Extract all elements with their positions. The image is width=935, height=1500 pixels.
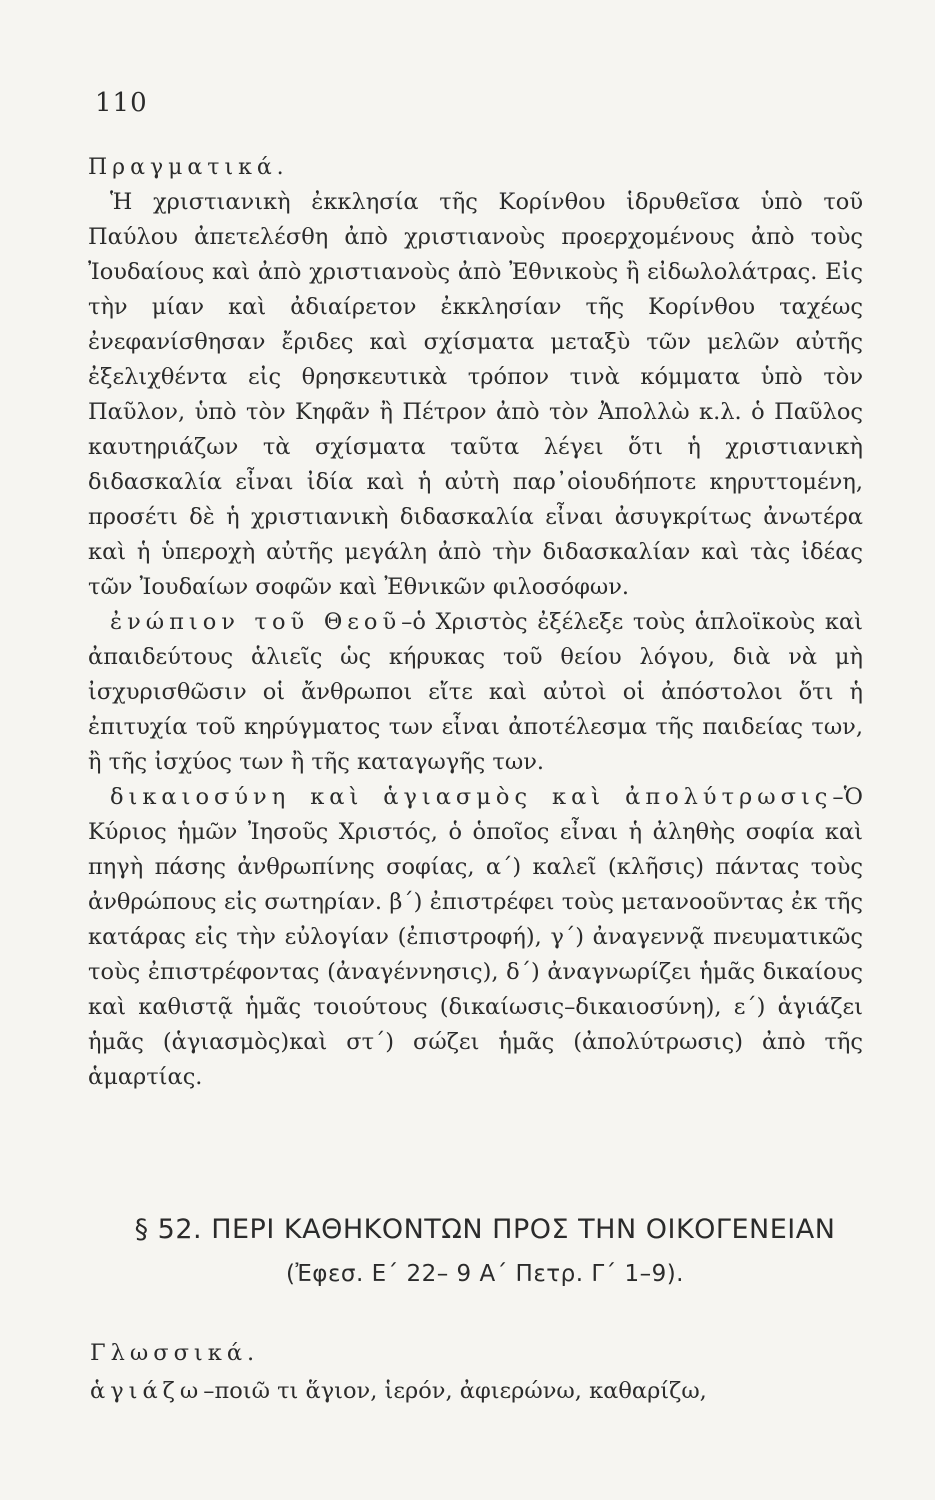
section-reference: (Ἐφεσ. Ε´ 22– 9 Α´ Πετρ. Γ´ 1–9). (285, 1261, 684, 1287)
paragraph-before-god-text: ὁ Χριστὸς ἐξέλεξε τοὺς ἁπλοϊκοὺς καὶ ἀπαιδεύτους ἁλιεῖς ὡς κήρυκας τοῦ θείου λόγου, διὰ νὰ μὴ ἰσχυρισθῶσιν οἱ ἄνθρωποι εἴτε καὶ αὐτοὶ οἱ ἀπόστολοι ὅτι ἡ ἐπιτυχία τοῦ κηρύγματος των εἶναι ἀποτέλεσμα τῆς παιδείας των, ἢ τῆς ἰσχύος των ἢ τῆς καταγωγῆς των. (88, 609, 863, 775)
pragmatika-heading: Πραγματικά. (88, 155, 289, 180)
term-before-god: ἐνώπιον τοῦ Θεοῦ (110, 609, 402, 635)
main-text (88, 150, 863, 1095)
gloss-definition: ποιῶ τι ἅγιον, ἱερόν, ἀφιερώνω, καθαρίζω, (214, 1378, 707, 1404)
gloss-term: ἁγιάζω (90, 1378, 204, 1404)
page-number: 110 (95, 88, 148, 118)
gloss-entry: ἁγιάζω–ποιῶ τι ἅγιον, ἱερόν, ἀφιερώνω, καθαρίζω, (90, 1378, 707, 1404)
paragraph-corinth: Ἡ χριστιανικὴ ἐκκλησία τῆς Κορίνθου ἱδρυθεῖσα ὑπὸ τοῦ Παύλου ἀπετελέσθη ἀπὸ χριστιανοὺς προερχομένους ἀπὸ τοὺς Ἰουδαίους καὶ ἀπὸ χριστιανοὺς ἀπὸ Ἐθνικοὺς ἢ εἰδωλολάτρας. Εἰς τὴν μίαν καὶ ἀδιαίρετον ἐκκλησίαν τῆς Κορίνθου ταχέως ἐνεφανίσθησαν ἔριδες καὶ σχίσματα μεταξὺ τῶν μελῶν αὐτῆς ἐξελιχθέντα εἰς θρησκευτικὰ τρόπον τινὰ κόμματα ὑπὸ τὸν Παῦλον, ὑπὸ τὸν Κηφᾶν ἢ Πέτρον ἀπὸ τὸν Ἀπολλὼ κ.λ. ὁ Παῦλος καυτηριάζων τὰ σχίσματα ταῦτα λέγει ὅτι ἡ χριστιανικὴ διδασκαλία εἶναι ἰδία καὶ ἡ αὐτὴ παρ᾽οἱουδήποτε κηρυττομένη, προσέτι δὲ ἡ χριστιανικὴ διδασκαλία εἶναι ἀσυγκρίτως ἀνωτέρα καὶ ἡ ὑπεροχὴ αὐτῆς μεγάλη ἀπὸ τὴν διδασκαλίαν καὶ τὰς ἰδέας τῶν Ἰουδαίων σοφῶν καὶ Ἐθνικῶν φιλοσόφων. (88, 189, 863, 600)
term-righteousness: δικαιοσύνη καὶ ἁγιασμὸς καὶ ἀπολύτρωσις (110, 784, 833, 810)
section-heading (90, 1208, 880, 1296)
paragraph-righteousness: δικαιοσύνη καὶ ἁγιασμὸς καὶ ἀπολύτρωσις–Ὁ Κύριος ἡμῶν Ἰησοῦς Χριστός, ὁ ὁποῖος εἶναι ἡ ἀληθὴς σοφία καὶ πηγὴ πάσης ἀνθρωπίνης σοφίας, α´) καλεῖ (κλῆσις) πάντας τοὺς ἀνθρώπους εἰς σωτηρίαν. β´) ἐπιστρέφει τοὺς μετανοοῦντας ἐκ τῆς κατάρας εἰς τὴν εὐλογίαν (ἐπιστροφή), γ´) ἀναγεννᾷ πνευματικῶς τοὺς ἐπιστρέφοντας (ἀναγέννησις), δ´) ἀναγνωρίζει ἡμᾶς δικαίους καὶ καθιστᾷ ἡμᾶς τοιούτους (δικαίωσις–δικαιοσύνη), ε´) ἁγιάζει ἡμᾶς (ἁγιασμὸς)καὶ στ´) σώζει ἡμᾶς (ἀπολύτρωσις) ἀπὸ τῆς ἁμαρτίας. (88, 784, 863, 1090)
paragraph-before-god: ἐνώπιον τοῦ Θεοῦ–ὁ Χριστὸς ἐξέλεξε τοὺς ἁπλοϊκοὺς καὶ ἀπαιδεύτους ἁλιεῖς ὡς κήρυκας τοῦ θείου λόγου, διὰ νὰ μὴ ἰσχυρισθῶσιν οἱ ἄνθρωποι εἴτε καὶ αὐτοὶ οἱ ἀπόστολοι ὅτι ἡ ἐπιτυχία τοῦ κηρύγματος των εἶναι ἀποτέλεσμα τῆς παιδείας των, ἢ τῆς ἰσχύος των ἢ τῆς καταγωγῆς των. (88, 609, 863, 775)
section-title: § 52. ΠΕΡΙ ΚΑΘΗΚΟΝΤΩΝ ΠΡΟΣ ΤΗΝ ΟΙΚΟΓΕΝΕΙΑΝ (134, 1214, 836, 1245)
paragraph-righteousness-text: Ὁ Κύριος ἡμῶν Ἰησοῦς Χριστός, ὁ ὁποῖος εἶναι ἡ ἀληθὴς σοφία καὶ πηγὴ πάσης ἀνθρωπίνης σοφίας, α´) καλεῖ (κλῆσις) πάντας τοὺς ἀνθρώπους εἰς σωτηρίαν. β´) ἐπιστρέφει τοὺς μετανοοῦντας ἐκ τῆς κατάρας εἰς τὴν εὐλογίαν (ἐπιστροφή), γ´) ἀναγεννᾷ πνευματικῶς τοὺς ἐπιστρέφοντας (ἀναγέννησις), δ´) ἀναγνωρίζει ἡμᾶς δικαίους καὶ καθιστᾷ ἡμᾶς τοιούτους (δικαίωσις–δικαιοσύνη), ε´) ἁγιάζει ἡμᾶς (ἁγιασμὸς)καὶ στ´) σώζει ἡμᾶς (ἀπολύτρωσις) ἀπὸ τῆς ἁμαρτίας. (88, 784, 863, 1090)
glossika-heading: Γλωσσικά. (90, 1340, 260, 1366)
